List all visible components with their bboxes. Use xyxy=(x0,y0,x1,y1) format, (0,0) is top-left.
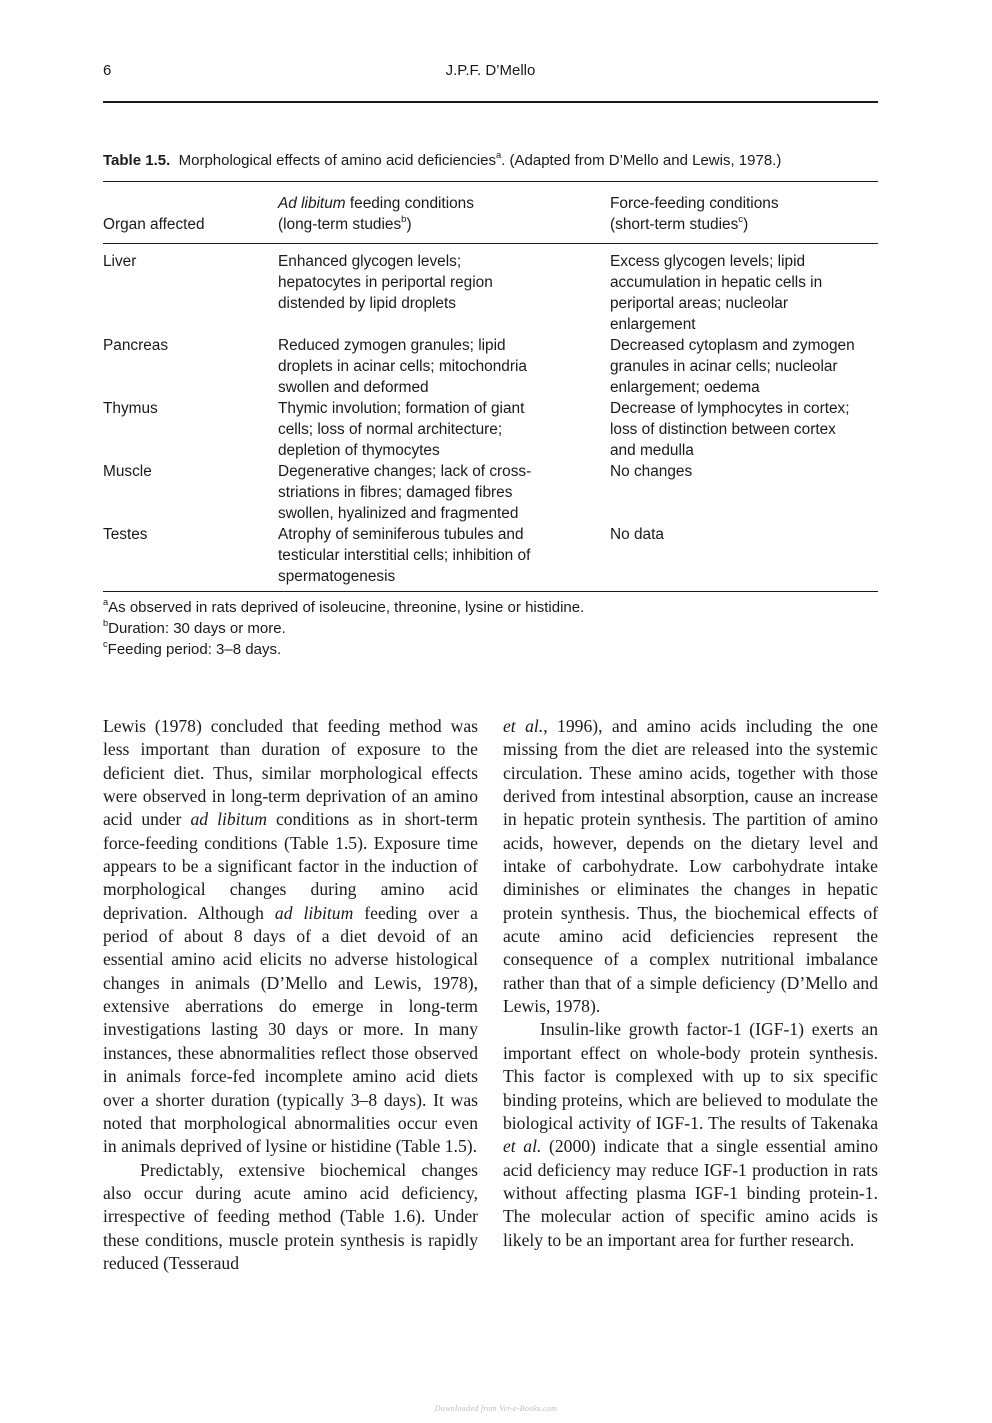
table-caption-footnote-mark: a xyxy=(496,150,502,161)
footnote-a: $^a$As observed in rats deprived of isoleucine, threonine, lysine or histidine. xyxy=(103,597,585,616)
table-row-thymus xyxy=(103,398,878,461)
footnote-c: $^c$Feeding period: 3–8 days. xyxy=(103,639,282,658)
table-footnotes xyxy=(103,597,584,660)
body-paragraph: et al., 1996), and amino acids including the one missing from the diet are released into the systemic circulation. These amino acids, together with those derived from intestinal absorption, cause an increase in hepatic protein synthesis. The partition of amino acids, however, depends on the dietary level and intake of carbohydrate. Low carbohydrate intake diminishes or eliminates the changes in hepatic protein synthesis. Thus, the biochemical effects of acute amino acid deficiencies represent the consequence of a complex nutritional imbalance rather than that of a simple deficiency (D’Mello and Lewis, 1978). xyxy=(503,716,878,1017)
column-header-ad-libitum: Ad libitum feeding conditions (long-term studies$^b$) xyxy=(278,195,474,233)
body-paragraph: Lewis (1978) concluded that feeding method was less important than duration of exposure to the deficient diet. Thus, similar morphological effects were observed in long-term deprivation of an amino acid under ad libitum conditions as in short-term force-feeding conditions (Table 1.5). Exposure time appears to be a significant factor in the induction of morphological changes during amino acid deprivation. Although ad libitum feeding over a period of about 8 days of a diet devoid of an essential amino acid elicits no adverse histological changes in animals (D’Mello and Lewis, 1978), extensive aberrations do emerge in long-term investigations lasting 30 days or more. In many instances, these abnormalities reflect those observed in animals force-fed incomplete amino acid diets over a shorter duration (typically 3–8 days). It was noted that morphological abnormalities occur even in animals deprived of lysine or histidine (Table 1.5). xyxy=(103,716,478,1157)
ad-libitum-cell: Thymic involution; formation of giant cells; loss of normal architecture; depletion of thymocytes xyxy=(278,400,525,459)
table-caption-source: . (Adapted from D’Mello and Lewis, 1978.) xyxy=(501,152,782,169)
table-header-row xyxy=(103,191,878,243)
force-feeding-cell: Decrease of lymphocytes in cortex; loss of distinction between cortex and medulla xyxy=(610,400,850,459)
body-paragraph: Predictably, extensive biochemical changes also occur during acute amino acid deficiency, irrespective of feeding method (Table 1.6). Under these conditions, muscle protein synthesis is rapidly reduced (Tesseraud xyxy=(103,1159,478,1273)
table-row-liver xyxy=(103,243,878,335)
ad-libitum-cell: Atrophy of seminiferous tubules and testicular interstitial cells; inhibition of spermatogenesis xyxy=(278,526,531,585)
morphology-table xyxy=(103,191,878,595)
force-feeding-cell: No data xyxy=(610,526,664,543)
table-caption-label: Table 1.5. xyxy=(103,152,171,169)
table-row-testes xyxy=(103,524,878,595)
body-column-left xyxy=(103,715,478,1275)
column-header-force-feeding: Force-feeding conditions (short-term studies$^c$) xyxy=(610,195,779,233)
ad-libitum-cell: Reduced zymogen granules; lipid droplets in acinar cells; mitochondria swollen and deformed xyxy=(278,337,527,396)
organ-cell: Testes xyxy=(103,526,148,543)
body-column-right xyxy=(503,715,878,1252)
ad-libitum-cell: Degenerative changes; lack of cross- striations in fibres; damaged fibres swollen, hyalinized and fragmented xyxy=(278,463,532,522)
table-row-pancreas xyxy=(103,335,878,398)
organ-cell: Thymus xyxy=(103,400,158,417)
page-header xyxy=(103,62,878,86)
organ-cell: Pancreas xyxy=(103,337,169,354)
ad-libitum-cell: Enhanced glycogen levels; hepatocytes in periportal region distended by lipid droplets xyxy=(278,253,493,312)
download-watermark: Downloaded from Vet-e-Books.com xyxy=(434,1404,558,1413)
table-caption-text: Morphological effects of amino acid deficiencies xyxy=(178,152,497,169)
footnote-b: $^b$Duration: 30 days or more. xyxy=(103,618,286,637)
force-feeding-cell: Excess glycogen levels; lipid accumulation in hepatic cells in periportal areas; nucleolar enlargement xyxy=(610,253,823,333)
header-rule xyxy=(103,101,878,103)
ad-libitum-italic: Ad libitum xyxy=(278,195,346,212)
table-caption xyxy=(103,152,878,169)
force-feeding-cell: No changes xyxy=(610,463,693,480)
body-paragraph: Insulin-like growth factor-1 (IGF-1) exerts an important effect on whole-body protein synthesis. This factor is complexed with up to six specific binding proteins, which are believed to modulate the biological activity of IGF-1. The results of Takenaka et al. (2000) indicate that a single essential amino acid deficiency may reduce IGF-1 production in rats without affecting plasma IGF-1 binding protein-1. The molecular action of specific amino acids is likely to be an important area for further research. xyxy=(503,1019,878,1250)
force-feeding-cell: Decreased cytoplasm and zymogen granules in acinar cells; nucleolar enlargement; oedema xyxy=(610,337,855,396)
organ-cell: Liver xyxy=(103,253,137,270)
table-row-muscle xyxy=(103,461,878,524)
running-head-author: J.P.F. D’Mello xyxy=(445,62,536,79)
organ-cell: Muscle xyxy=(103,463,152,480)
column-header-organ: Organ affected xyxy=(103,216,205,233)
page-number: 6 xyxy=(103,62,112,79)
table-top-rule xyxy=(103,181,878,182)
